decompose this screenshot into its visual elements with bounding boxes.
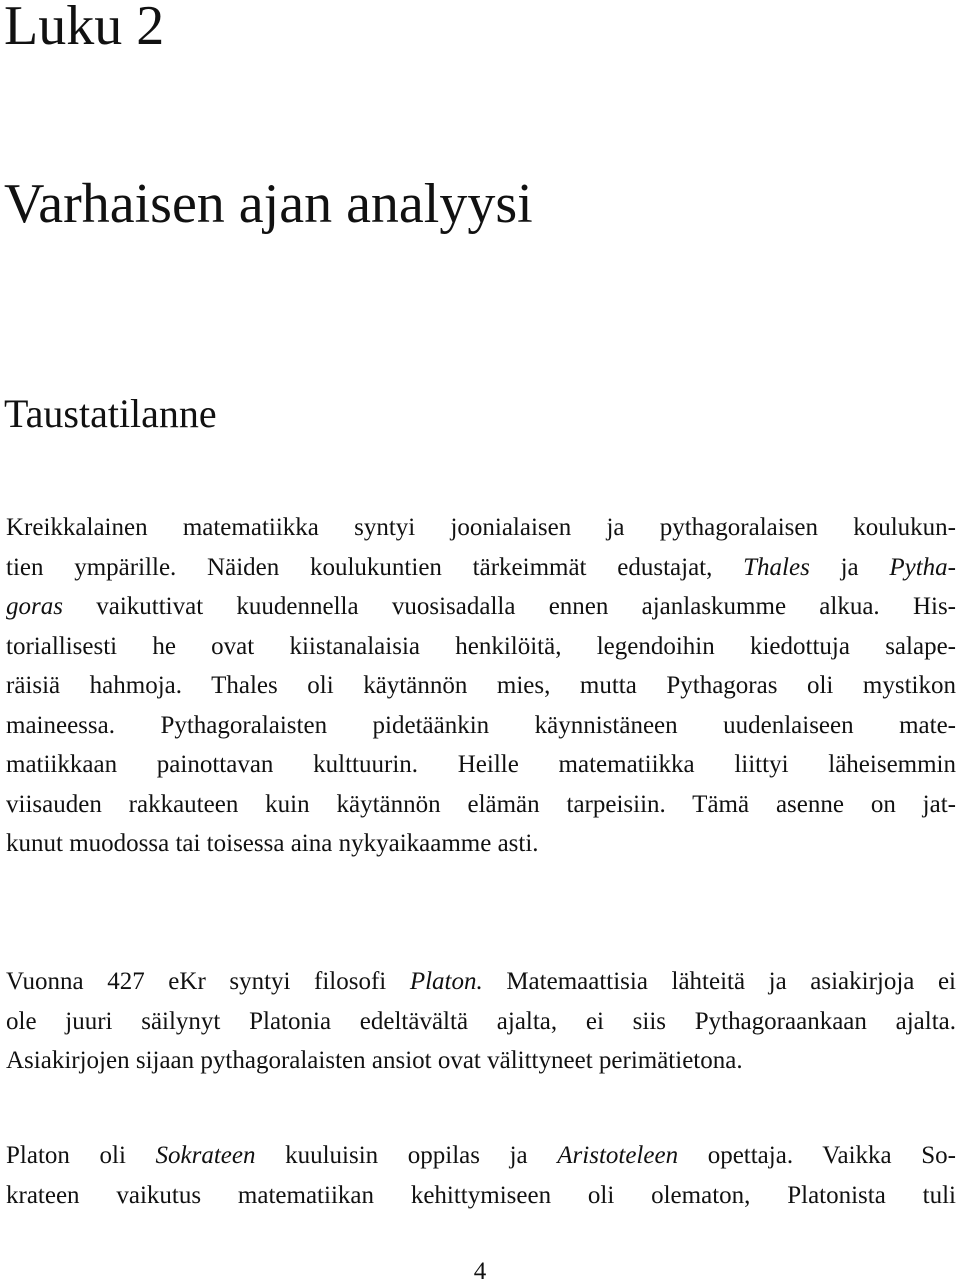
text-run: kunut muodossa tai toisessa aina nykyaikaamme asti. <box>6 830 539 857</box>
text-line <box>6 1136 956 1176</box>
text-run: maineessa. Pythagoralaisten pidetäänkin käynnistäneen uudenlaiseen mate- <box>6 711 956 739</box>
text-line <box>6 587 956 627</box>
section-title: Taustatilanne <box>4 391 217 436</box>
chapter-title: Varhaisen ajan analyysi <box>4 173 533 235</box>
text-run: kuuluisin oppilas ja <box>255 1142 558 1169</box>
chapter-label: Luku 2 <box>4 0 165 57</box>
text-run-italic: Platon. <box>409 968 483 995</box>
text-line <box>6 824 956 864</box>
text-run-italic: Pytha- <box>889 553 956 581</box>
text-run: vaikuttivat kuudennella vuosisadalla ennen ajanlaskumme alkua. His- <box>62 593 956 620</box>
text-run: toriallisesti he ovat kiistanalaisia henkilöitä, legendoihin kiedottuja salape- <box>6 632 956 660</box>
text-run: Platon oli <box>6 1142 156 1169</box>
text-run: Asiakirjojen sijaan pythagoralaisten ansiot ovat välittyneet perimätietona. <box>6 1047 743 1074</box>
text-line <box>6 785 956 825</box>
text-line <box>6 627 956 667</box>
text-line <box>6 745 956 785</box>
text-line <box>6 1002 956 1042</box>
text-line <box>6 666 956 706</box>
text-run: räisiä hahmoja. Thales oli käytännön mies, mutta Pythagoras oli mystikon <box>6 672 956 699</box>
paragraph <box>6 508 956 864</box>
text-run: Kreikkalainen matematiikka syntyi joonialaisen ja pythagoralaisen koulukun- <box>6 514 956 541</box>
text-line <box>6 508 956 548</box>
text-line <box>6 1176 956 1216</box>
text-run-italic: goras <box>6 593 63 620</box>
text-run: Matemaattisia lähteitä ja asiakirjoja ei <box>482 968 956 995</box>
text-run-italic: Sokrateen <box>155 1142 256 1169</box>
text-line <box>6 706 956 746</box>
text-run: matiikkaan painottavan kulttuurin. Heille matematiikka liittyi läheisemmin <box>6 751 956 778</box>
text-run: ole juuri säilynyt Platonia edeltävältä ajalta, ei siis Pythagoraankaan ajalta. <box>6 1007 956 1035</box>
text-run: viisauden rakkauteen kuin käytännön elämän tarpeisiin. Tämä asenne on jat- <box>6 790 956 818</box>
text-run: krateen vaikutus matematiikan kehittymiseen oli olematon, Platonista tuli <box>6 1181 956 1209</box>
text-run: tien ympärille. Näiden koulukuntien tärkeimmät edustajat, <box>6 553 744 581</box>
text-line <box>6 1041 956 1081</box>
text-run: Vuonna 427 eKr syntyi filosofi <box>6 968 410 995</box>
text-run-italic: Thales <box>743 553 810 581</box>
text-line <box>6 548 956 588</box>
text-run: opettaja. Vaikka So- <box>678 1142 956 1169</box>
text-run: ja <box>809 553 890 581</box>
paragraph <box>6 1136 956 1215</box>
page-number: 4 <box>473 1258 487 1285</box>
text-line <box>6 962 956 1002</box>
paragraph <box>6 962 956 1081</box>
text-run-italic: Aristoteleen <box>557 1142 679 1169</box>
